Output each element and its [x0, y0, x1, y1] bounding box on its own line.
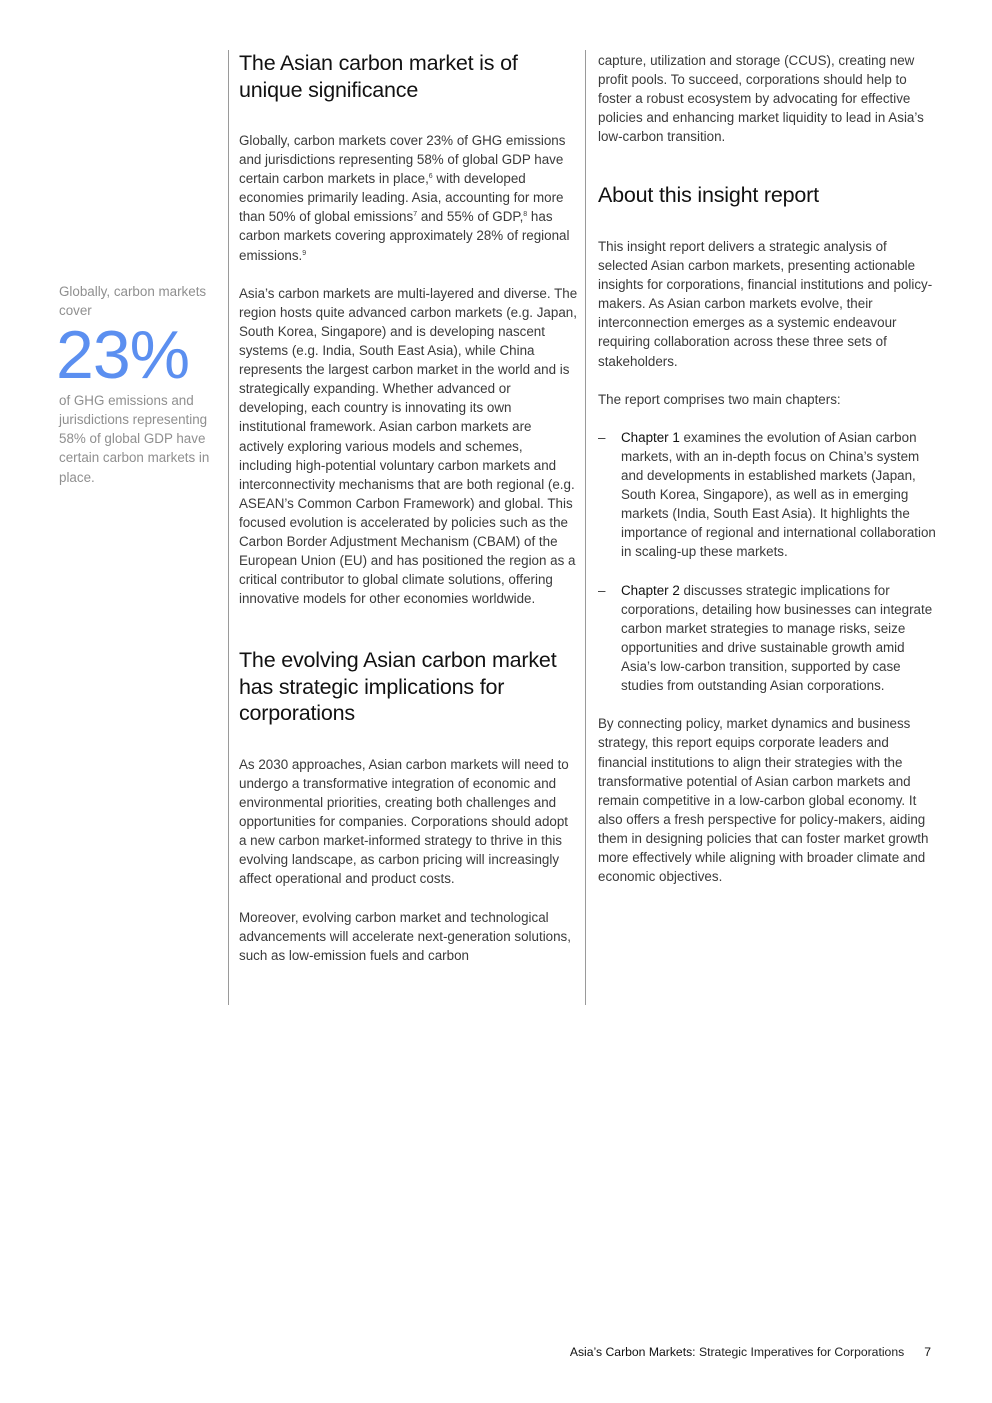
footnote-ref-8: 8 — [523, 211, 528, 219]
chapter-label: Chapter 2 — [621, 582, 680, 598]
footnote-ref-9: 9 — [302, 249, 307, 257]
paragraph-continued: capture, utilization and storage (CCUS), creating new profit pools. To succeed, corporations should help to foster a robust ecosystem by advocating for effective policies and enhancing market liquidity to lead in Asia’s low-carbon transition. — [598, 53, 924, 145]
section-heading-strategic-implications: The evolving Asian carbon market has strategic implications for corporations — [239, 648, 557, 726]
chapter-list — [598, 428, 938, 695]
column-divider-left — [228, 50, 229, 1005]
footnote-ref-6: 6 — [428, 173, 433, 181]
footer-report-subtitle: Strategic Imperatives for Corporations — [695, 1345, 905, 1359]
dash-bullet: – — [598, 582, 606, 598]
paragraph: The report comprises two main chapters: — [598, 391, 841, 407]
dash-bullet: – — [598, 429, 606, 445]
list-item — [598, 428, 938, 562]
paragraph-text: has carbon markets covering approximately 28% of regional emissions. — [239, 209, 570, 263]
paragraph: As 2030 approaches, Asian carbon markets will need to undergo a transformative integration of economic and environmental priorities, creating both challenges and opportunities for companies. Corporations should adopt a new carbon market-informed strategy to thrive in this evolving landscape, as carbon pricing will increasingly affect operational and product costs. — [239, 756, 569, 887]
page-number: 7 — [924, 1345, 931, 1359]
column-middle — [239, 50, 579, 984]
list-item-text: examines the evolution of Asian carbon markets, with an in-depth focus on China’s system and developments in established markets (Japan, South Korea, Singapore), as well as in emerging markets (India, South East Asia). It highlights the importance of regional and international collaboration in scaling-up these markets. — [621, 429, 936, 560]
list-item — [598, 581, 938, 696]
paragraph-text: and 55% of GDP, — [417, 209, 524, 225]
column-right — [598, 51, 938, 905]
paragraph-text: Globally, carbon markets cover 23% of GHG emissions and jurisdictions representing 58% of global GDP have certain carbon markets in place, — [239, 133, 566, 187]
list-item-text: discusses strategic implications for corporations, detailing how businesses can integrate carbon market strategies to manage risks, seize opportunities and drive sustainable growth amid Asia’s low-carbon transition, supported by case studies from outstanding Asian corporations. — [621, 582, 933, 694]
section-heading-asian-market: The Asian carbon market is of unique significance — [239, 51, 518, 102]
section-heading-about-report: About this insight report — [598, 183, 819, 208]
chapter-label: Chapter 1 — [621, 429, 680, 445]
paragraph — [239, 131, 579, 265]
footnote-ref-7: 7 — [413, 211, 418, 219]
paragraph: This insight report delivers a strategic analysis of selected Asian carbon markets, presenting actionable insights for corporations, financial institutions and policy-makers. As Asian carbon markets evolve, their interconnection emerges as a systemic endeavour requiring collaboration across these three sets of stakeholders. — [598, 238, 933, 369]
pull-quote-tail: of GHG emissions and jurisdictions representing 58% of global GDP have certain carbon markets in place. — [59, 392, 210, 485]
pull-quote-lead: Globally, carbon markets cover — [59, 284, 207, 319]
paragraph: Moreover, evolving carbon market and technological advancements will accelerate next-generation solutions, such as low-emission fuels and carbon — [239, 909, 571, 963]
footer-report-title: Asia’s Carbon Markets: — [569, 1345, 696, 1359]
pull-quote — [56, 282, 221, 487]
page-footer — [570, 1345, 931, 1359]
paragraph: Asia’s carbon markets are multi-layered and diverse. The region hosts quite advanced carbon markets (e.g. Japan, South Korea, Singapore) and is developing nascent systems (e.g. India, South East Asia), while China represents the largest carbon market in the world and is strategically expanding. Whether advanced or developing, each country is innovating its own institutional framework. Asian carbon markets are actively exploring various models and schemes, including high-potential voluntary carbon markets and interconnectivity mechanisms that are both regional (e.g. ASEAN’s Common Carbon Framework) and global. This focused evolution is accelerated by policies such as the Carbon Border Adjustment Mechanism (CBAM) of the European Union (EU) and has positioned the region as a critical contributor to global climate solutions, offering innovative models for other economies worldwide. — [239, 285, 578, 607]
pull-quote-stat: 23% — [56, 316, 190, 393]
column-divider-right — [585, 50, 586, 1005]
paragraph: By connecting policy, market dynamics and business strategy, this report equips corporate leaders and financial institutions to align their strategies with the transformative potential of Asian carbon markets and remain competitive in a low-carbon global economy. It also offers a fresh perspective for policy-makers, aiding them in designing policies that can foster market growth more effectively while aligning with broader climate and economic objectives. — [598, 716, 929, 885]
paragraph-text: with developed economies primarily leading. Asia, accounting for more than 50% of global emissions — [239, 171, 564, 225]
